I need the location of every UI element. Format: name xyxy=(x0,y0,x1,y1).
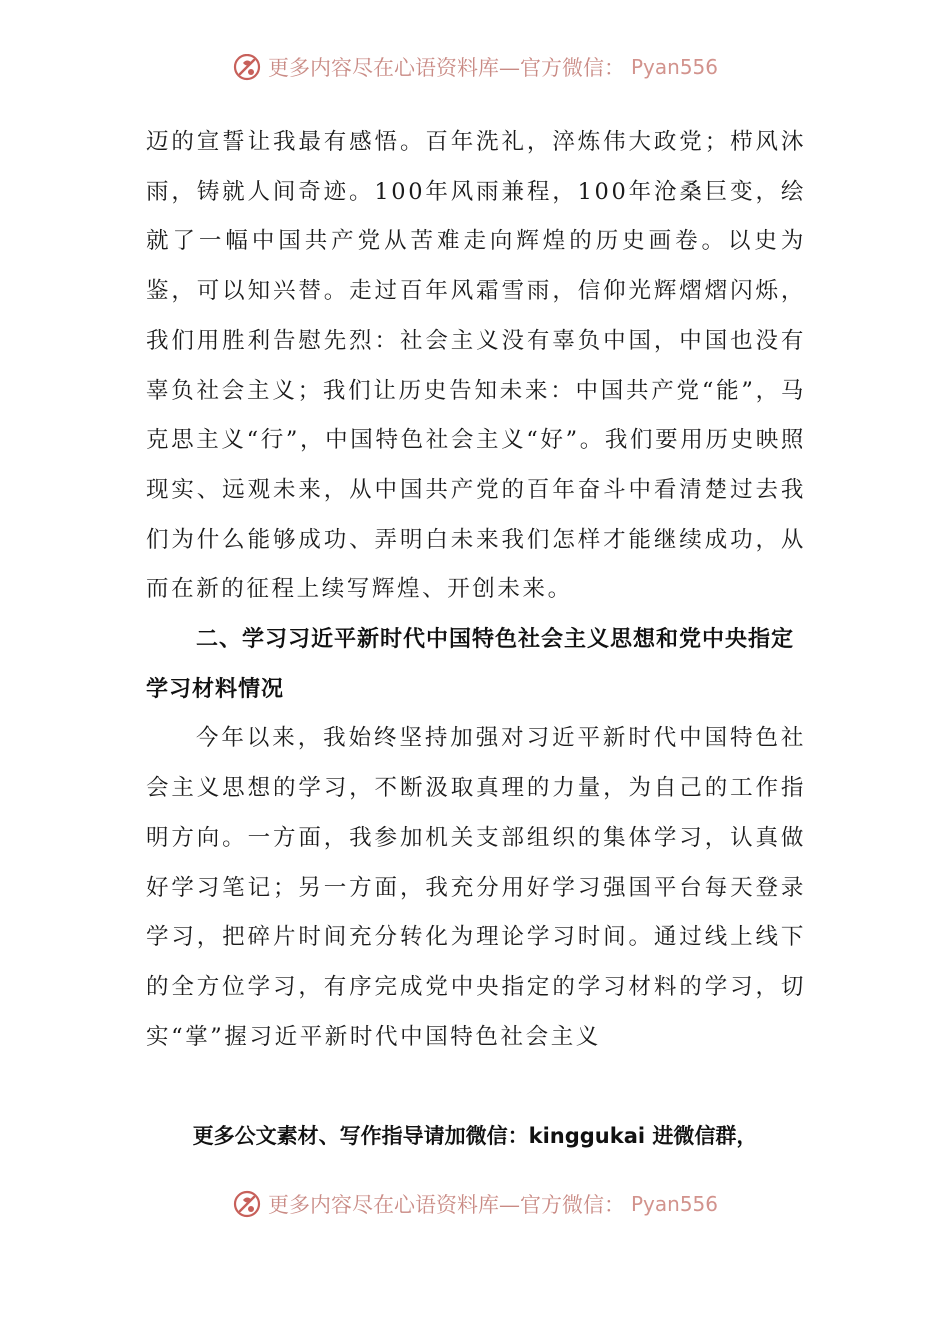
watermark-footer xyxy=(0,1184,950,1224)
promo-line: 更多公文素材、写作指导请加微信：kinggukai 进微信群， xyxy=(192,1124,758,1148)
watermark-text: 更多内容尽在心语资料库—官方微信： xyxy=(267,56,625,80)
seal-logo-icon xyxy=(232,1189,262,1219)
section-heading-2: 二、学习习近平新时代中国特色社会主义思想和党中央指定学习材料情况 xyxy=(146,627,795,702)
seal-logo-icon xyxy=(232,54,262,82)
watermark-handle: Pyan556 xyxy=(630,1192,718,1216)
paragraph-1: 迈的宣誓让我最有感悟。百年洗礼，淬炼伟大政党；栉风沐雨，铸就人间奇迹。100年风雨兼程，100年沧桑巨变，绘就了一幅中国共产党从苦难走向辉煌的历史画卷。以史为鉴，可以知兴替。走过百年风霜雪雨，信仰光辉熠熠闪烁，我们用胜利告慰先烈：社会主义没有辜负中国，中国也没有辜负社会主义；我们让历史告知未来：中国共产党“能”，马克思主义“行”，中国特色社会主义“好”。我们要用历史映照现实、远观未来，从中国共产党的百年奋斗中看清楚过去我们为什么能够成功、弄明白未来我们怎样才能继续成功，从而在新的征程上续写辉煌、开创未来。 xyxy=(146,129,806,603)
paragraph-2: 今年以来，我始终坚持加强对习近平新时代中国特色社会主义思想的学习，不断汲取真理的力量，为自己的工作指明方向。一方面，我参加机关支部组织的集体学习，认真做好学习笔记；另一方面，我充分用好学习强国平台每天登录学习，把碎片时间充分转化为理论学习时间。通过线上线下的全方位学习，有序完成党中央指定的学习材料的学习，切实“掌”握习近平新时代中国特色社会主义 xyxy=(146,725,806,1050)
watermark-handle: Pyan556 xyxy=(630,55,718,79)
watermark-text: 更多内容尽在心语资料库—官方微信： xyxy=(267,1193,625,1217)
document-body xyxy=(146,118,806,1062)
watermark-header xyxy=(0,54,950,88)
